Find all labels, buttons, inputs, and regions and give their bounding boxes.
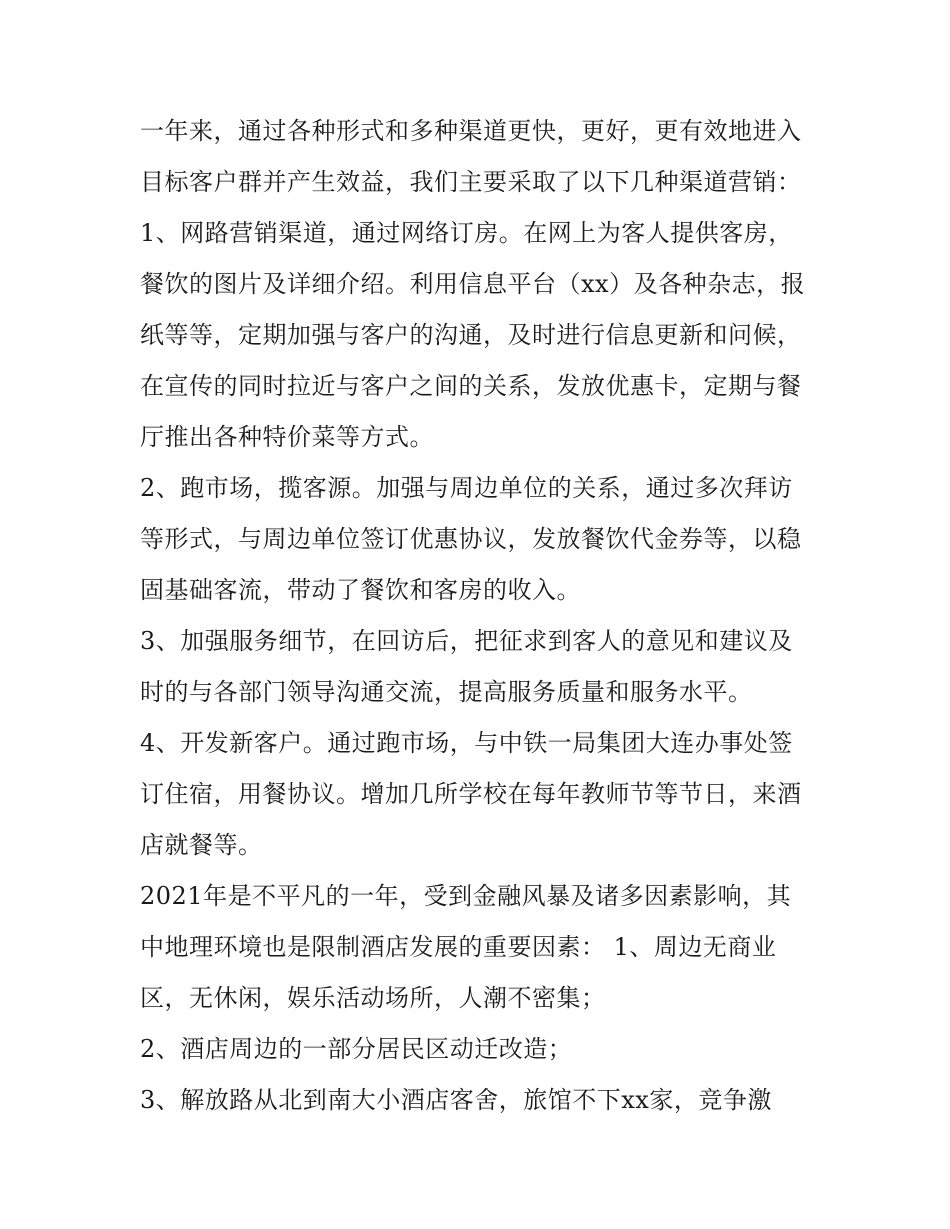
text-line: 固基础客流，带动了餐饮和客房的收入。 xyxy=(140,576,581,604)
text-line: 餐饮的图片及详细介绍。利用信息平台（xx）及各种杂志，报 xyxy=(140,270,806,298)
text-line: 厅推出各种特价菜等方式。 xyxy=(140,423,434,451)
text-line: 时的与各部门领导沟通交流，提高服务质量和服务水平。 xyxy=(140,678,753,706)
text-line: 等形式，与周边单位签订优惠协议，发放餐饮代金券等，以稳 xyxy=(140,525,802,553)
text-line: 1、网路营销渠道，通过网络订房。在网上为客人提供客房， xyxy=(140,219,793,247)
text-line: 目标客户群并产生效益，我们主要采取了以下几种渠道营销： xyxy=(140,168,802,196)
text-line: 纸等等，定期加强与客户的沟通，及时进行信息更新和问候， xyxy=(140,321,802,349)
text-line: 订住宿，用餐协议。增加几所学校在每年教师节等节日，来酒 xyxy=(140,780,802,808)
text-line: 区，无休闲，娱乐活动场所，人潮不密集； xyxy=(140,984,606,1012)
text-line: 2、酒店周边的一部分居民区动迁改造； xyxy=(140,1035,573,1063)
text-line: 3、加强服务细节，在回访后，把征求到客人的意见和建议及 xyxy=(140,627,793,655)
text-line: 一年来，通过各种形式和多种渠道更快，更好，更有效地进入 xyxy=(140,117,802,145)
text-line: 中地理环境也是限制酒店发展的重要因素： 1、周边无商业 xyxy=(140,933,777,961)
text-line: 3、解放路从北到南大小酒店客舍，旅馆不下xx家，竞争激 xyxy=(140,1086,772,1114)
text-line: 在宣传的同时拉近与客户之间的关系，发放优惠卡，定期与餐 xyxy=(140,372,802,400)
text-line: 店就餐等。 xyxy=(140,831,263,859)
text-line: 4、开发新客户。通过跑市场，与中铁一局集团大连办事处签 xyxy=(140,729,793,757)
text-line: 2021年是不平凡的一年，受到金融风暴及诸多因素影响，其 xyxy=(140,882,792,910)
text-line: 2、跑市场，揽客源。加强与周边单位的关系，通过多次拜访 xyxy=(140,474,793,502)
document-body xyxy=(140,106,820,1126)
